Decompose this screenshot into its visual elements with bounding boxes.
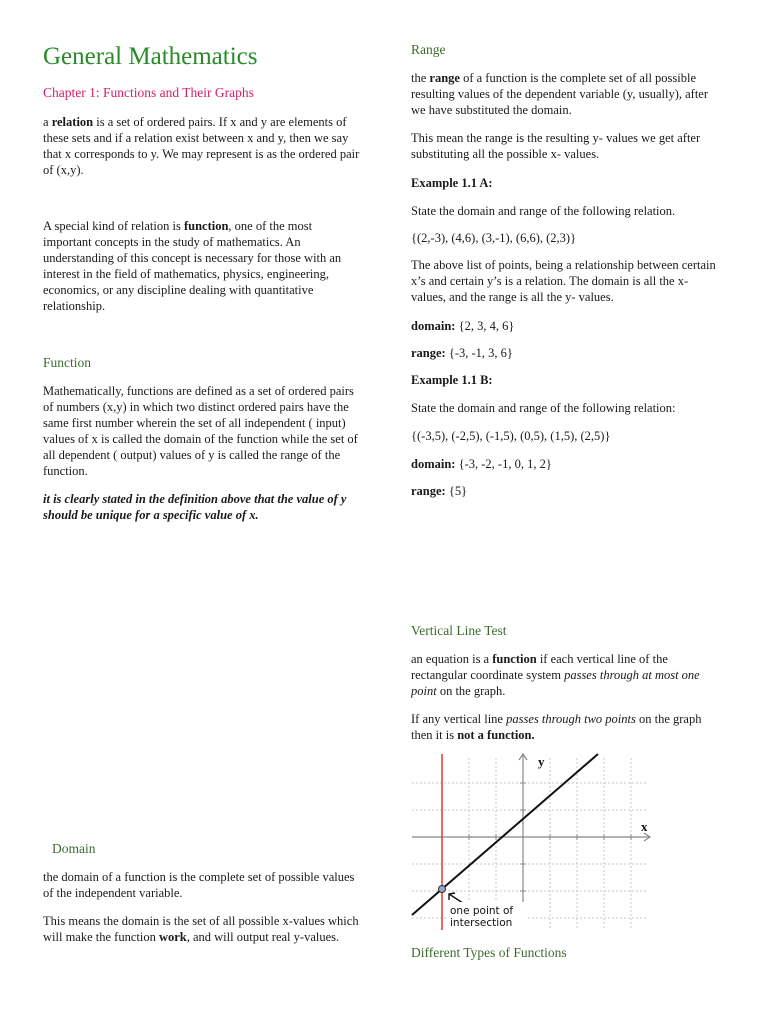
function-term: function	[183, 219, 229, 233]
example-a-set: {(2,-3), (4,6), (3,-1), (6,6), (2,3)}	[411, 231, 577, 245]
domain-heading: Domain	[52, 841, 96, 856]
vertical-line-test-heading: Vertical Line Test	[411, 623, 507, 638]
example-a-domain: domain: {2, 3, 4, 6}	[411, 319, 515, 333]
example-b-heading: Example 1.1 B:	[411, 373, 493, 387]
example-a-range: range: {-3, -1, 3, 6}	[411, 346, 513, 360]
function-intro-paragraph: A special kind of relation is function, one of the most important concepts in the study of mathematics. An understanding of this concept is necessary for those with an interest in the field of mathematics, physics, engineering, economics, or any discipline dealing with quantitative relationship.	[43, 219, 342, 313]
left-column	[43, 40, 363, 102]
domain-meaning-paragraph: This means the domain is the set of all possible x-values which will make the function work, and will output real y-values.	[43, 914, 359, 944]
example-b-range: range: {5}	[411, 484, 468, 498]
work-term: work	[158, 930, 187, 944]
range-definition-paragraph: the range of a function is the complete set of all possible resulting values of the dependent variable (y, usually), after we have substituted the domain.	[411, 71, 708, 117]
relation-paragraph: a relation is a set of ordered pairs. If x and y are elements of these sets and if a relation exist between x and y, then we say that x corresponds to y. We may represent is as the ordered pair of (x,y).	[43, 115, 360, 177]
example-a-question: State the domain and range of the following relation.	[411, 204, 676, 218]
vertical-line-test-paragraph-2: If any vertical line passes through two points on the graph then it is not a function.	[411, 712, 702, 742]
range-term: range	[429, 71, 460, 85]
graph-ticks	[442, 783, 631, 918]
example-a-explanation: The above list of points, being a relationship between certain x’s and certain y’s is a relation. The domain is all the x-values, and the range is all the y- values.	[411, 258, 716, 304]
function-heading: Function	[43, 355, 92, 370]
domain-definition-paragraph: the domain of a function is the complete set of possible values of the independent variable.	[43, 870, 355, 900]
chapter-heading: Chapter 1: Functions and Their Graphs	[43, 85, 254, 100]
function-definition-paragraph: Mathematically, functions are defined as a set of ordered pairs of numbers (x,y) in which two distinct ordered pairs have the same first number wherein the set of all independent ( input) values of x is called the domain of the function while the set of all dependent ( output) values of y is called the range of the function.	[43, 384, 358, 478]
example-b-question: State the domain and range of the following relation:	[411, 401, 676, 415]
graph-axes	[412, 754, 650, 930]
vertical-line-test-paragraph-1: an equation is a function if each vertical line of the rectangular coordinate system passes through at most one point on the graph.	[411, 652, 700, 698]
example-a-heading: Example 1.1 A:	[411, 176, 493, 190]
range-meaning-paragraph: This mean the range is the resulting y- values we get after substituting all the possible x- values.	[411, 131, 701, 161]
example-b-domain: domain: {-3, -2, -1, 0, 1, 2}	[411, 457, 552, 471]
vertical-line-test-graph	[408, 750, 660, 932]
intersection-point	[439, 886, 446, 893]
range-heading: Range	[411, 42, 446, 57]
annotation-line-1: one point of	[450, 905, 514, 917]
annotation-line-2: intersection	[450, 917, 513, 929]
example-b-set: {(-3,5), (-2,5), (-1,5), (0,5), (1,5), (2,5)}	[411, 429, 611, 443]
y-axis-label: y	[538, 754, 545, 769]
x-axis-label: x	[641, 819, 648, 834]
document-title: General Mathematics	[43, 43, 258, 70]
graph-grid	[412, 758, 648, 930]
different-types-heading: Different Types of Functions	[411, 945, 567, 960]
function-note-paragraph: it is clearly stated in the definition above that the value of y should be unique for a specific value of x.	[43, 492, 347, 522]
relation-term: relation	[51, 115, 94, 129]
